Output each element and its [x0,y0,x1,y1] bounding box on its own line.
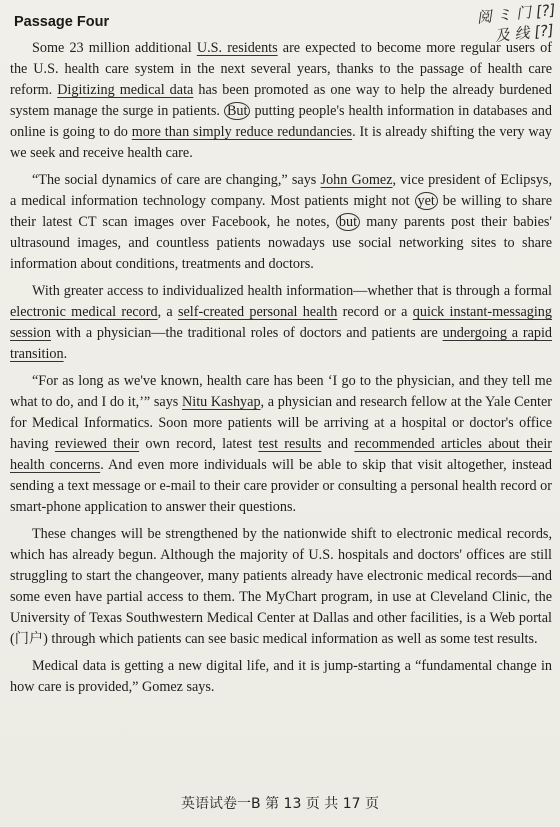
page-footer: 英语试卷一B 第 13 页 共 17 页 [181,796,379,812]
handwritten-note-line-1: 阅 ミ 门 [?] [475,0,557,27]
underlined-phrase: reviewed their [54,436,140,452]
text-run: , a physician and research fellow at the Yale Center for Medical Informatics. Soon more patients will be arriving at a hospital or doctor's office having [10,394,552,452]
text-run: “For as long as we've known, health care has been ‘I go to the physician, and they tell me what to do, and I do it,’” says [10,373,552,410]
text-run: Some 23 million additional [32,40,197,56]
text-run: with a physician—the traditional roles of doctors and patients are [51,325,443,341]
underlined-phrase: recommended articles about their health concerns [10,436,552,473]
text-run: many parents post their babies' ultrasound images, and countless patients nowadays use social networking sites to share information about conditions, treatments and doctors. [10,214,552,272]
text-run: are expected to become more regular users of the U.S. health care system in the next several years, thanks to the passage of health care reform. [10,40,552,98]
underlined-phrase: Digitizing medical data [57,82,194,98]
circled-word: but [336,213,360,231]
text-run: , vice president of Eclipsys, a medical information technology company. Most patients might not [10,172,552,209]
text-run: “The social dynamics of care are changing,” says [32,172,321,188]
paragraph-4 [10,371,552,518]
passage-body [10,38,552,704]
circled-word: yet [415,192,438,210]
paragraph-5: These changes will be strengthened by the nationwide shift to electronic medical records, which has already begun. Although the majority of U.S. hospitals and doctors' offices are still struggling to start the changeover, many patients already have electronic medical records—and some even have partial access to them. The MyChart program, in use at Cleveland Clinic, the University of Texas Southwestern Medical Center at Dallas and other facilities, is a Web portal (门户) through which patients can see basic medical information as well as some test results. [10,526,552,647]
handwritten-note-line-2: 及 线 [?] [493,21,555,46]
underlined-phrase: undergoing a rapid transition [10,325,552,362]
underlined-phrase: electronic medical record [10,304,158,320]
text-run: putting people's health information in databases and online is going to do [10,103,552,140]
underlined-phrase: John Gomez [320,172,393,188]
text-run: . It is already shifting the very way we seek and receive health care. [10,124,553,161]
text-run: and [321,436,355,452]
underlined-phrase: test results [258,436,322,452]
circled-word: But [224,102,251,120]
underlined-phrase: U.S. residents [196,40,278,56]
paragraph-2 [10,170,552,275]
text-run: With greater access to individualized health information—whether that is through a formal [32,283,552,299]
text-run: record or a [337,304,413,320]
underlined-phrase: more than simply reduce redundancies [131,124,353,140]
passage-heading: Passage Four [14,14,110,30]
text-run: has been promoted as one way to help the already burdened system manage the surge in patients. [10,82,552,119]
text-run: own record, latest [139,436,259,452]
text-run: be willing to share their latest CT scan images over Facebook, he notes, [10,193,553,230]
text-run: . And even more individuals will be able to skip that visit altogether, instead sending a text message or e-mail to their care provider or consulting a personal health record or smart-phone application to answer their questions. [10,457,552,515]
underlined-phrase: quick instant-messaging session [10,304,552,341]
underlined-phrase: self-created personal health [177,304,338,320]
underlined-phrase: Nitu Kashyap [182,394,261,410]
paragraph-1 [10,38,552,164]
text-run: , a [157,304,178,320]
paragraph-3 [10,281,552,365]
text-run: . [63,346,68,362]
paragraph-6: Medical data is getting a new digital life, and it is jump-starting a “fundamental change in how care is provided,” Gomez says. [10,658,552,695]
